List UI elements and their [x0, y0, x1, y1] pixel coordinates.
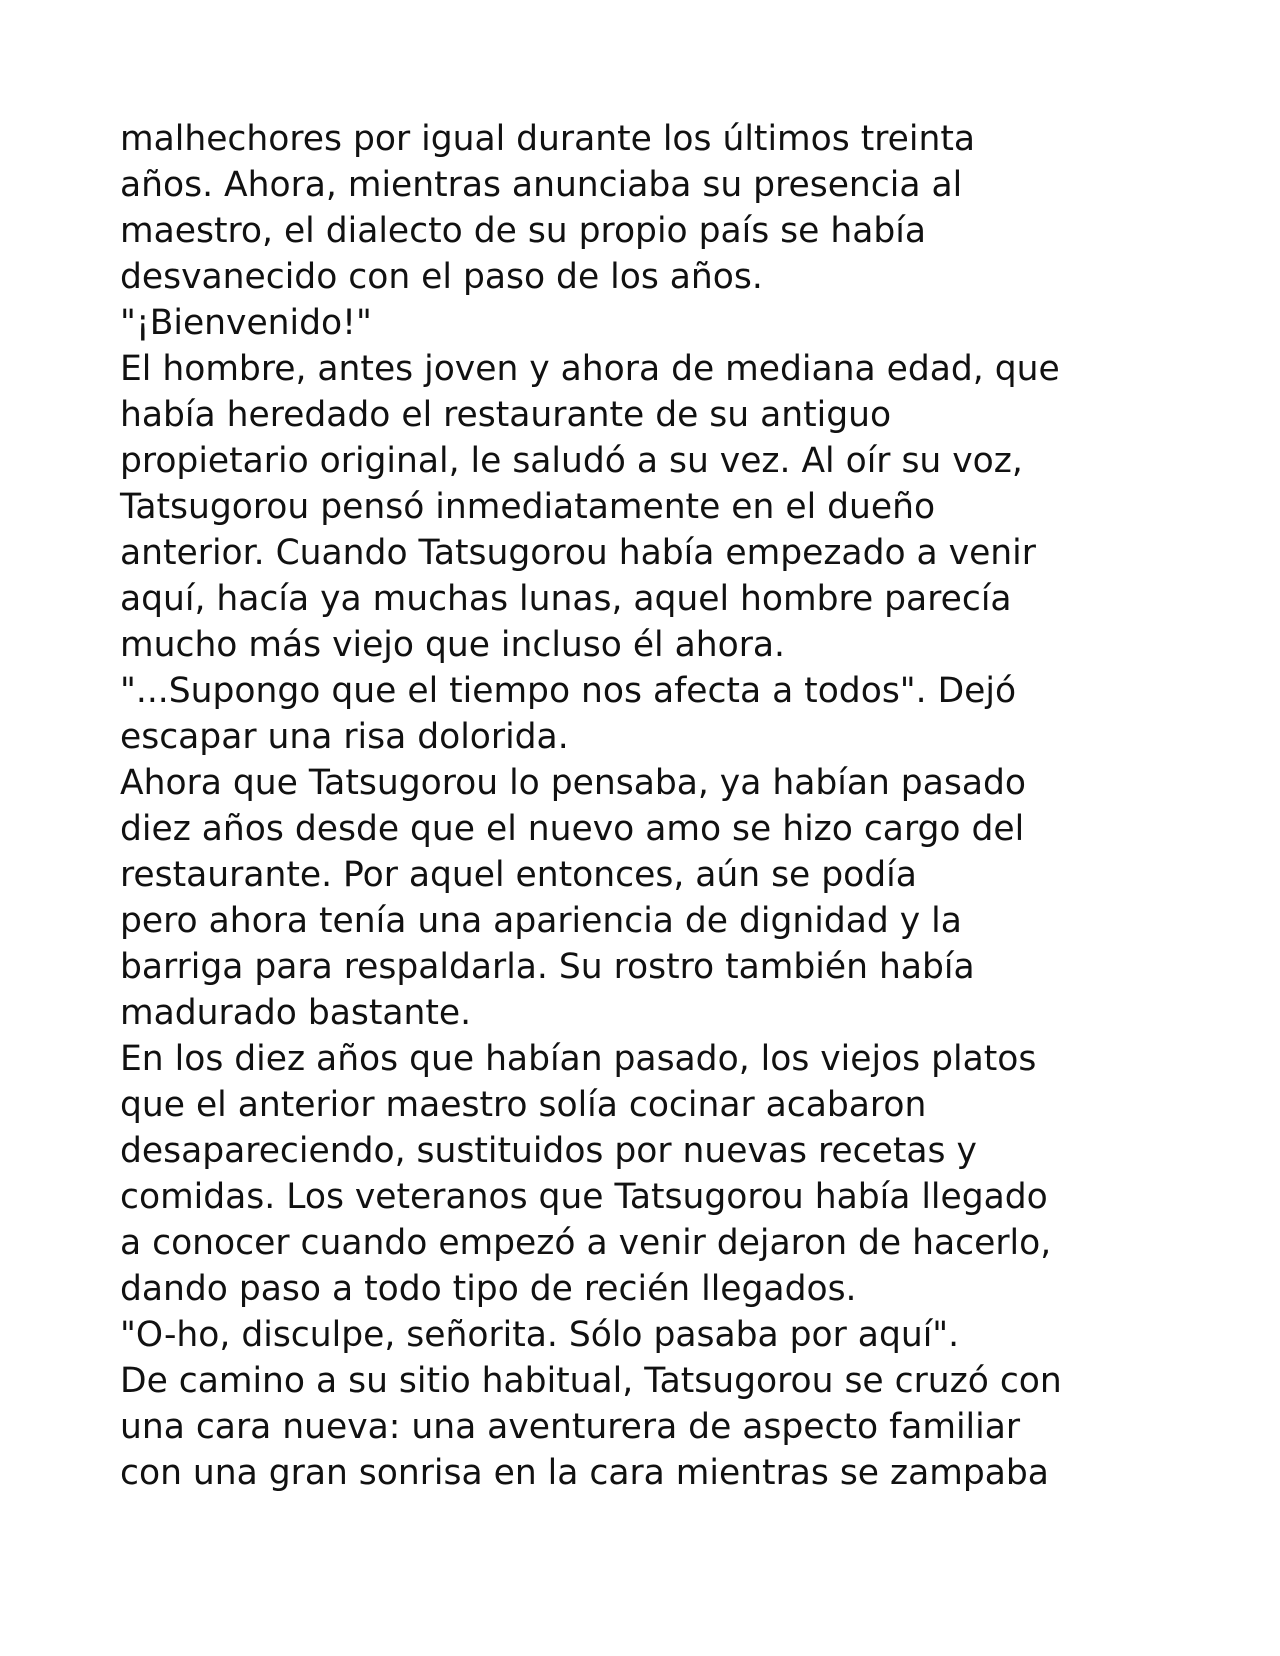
- text-line: dando paso a todo tipo de recién llegados.: [120, 1269, 857, 1309]
- text-line: una cara nueva: una aventurera de aspecto familiar: [120, 1407, 1021, 1447]
- text-line: aquí, hacía ya muchas lunas, aquel hombre parecía: [120, 579, 1012, 619]
- text-line: había heredado el restaurante de su antiguo: [120, 395, 892, 435]
- text-line: diez años desde que el nuevo amo se hizo cargo del: [120, 809, 1025, 849]
- text-line: con una gran sonrisa en la cara mientras se zampaba: [120, 1453, 1049, 1493]
- text-line: a conocer cuando empezó a venir dejaron de hacerlo,: [120, 1223, 1052, 1263]
- text-line: madurado bastante.: [120, 993, 472, 1033]
- text-line: pero ahora tenía una apariencia de dignidad y la: [120, 901, 962, 941]
- text-line: que el anterior maestro solía cocinar acabaron: [120, 1085, 927, 1125]
- text-line: "...Supongo que el tiempo nos afecta a todos". Dejó: [120, 671, 1017, 711]
- text-line: Ahora que Tatsugorou lo pensaba, ya habían pasado: [120, 763, 1026, 803]
- text-line: años. Ahora, mientras anunciaba su presencia al: [120, 165, 963, 205]
- text-line: mucho más viejo que incluso él ahora.: [120, 625, 786, 665]
- text-line: En los diez años que habían pasado, los viejos platos: [120, 1039, 1037, 1079]
- text-line: barriga para respaldarla. Su rostro también había: [120, 947, 975, 987]
- body-text: [120, 116, 1180, 1496]
- text-line: desvanecido con el paso de los años.: [120, 257, 763, 297]
- text-line: De camino a su sitio habitual, Tatsugorou se cruzó con: [120, 1361, 1062, 1401]
- text-line: "O-ho, disculpe, señorita. Sólo pasaba por aquí".: [120, 1315, 960, 1355]
- text-line: desapareciendo, sustituidos por nuevas recetas y: [120, 1131, 977, 1171]
- text-line: comidas. Los veteranos que Tatsugorou había llegado: [120, 1177, 1048, 1217]
- text-line: "¡Bienvenido!": [120, 303, 372, 343]
- text-line: anterior. Cuando Tatsugorou había empezado a venir: [120, 533, 1036, 573]
- text-line: El hombre, antes joven y ahora de mediana edad, que: [120, 349, 1060, 389]
- text-line: escapar una risa dolorida.: [120, 717, 569, 757]
- text-line: malhechores por igual durante los últimos treinta: [120, 119, 975, 159]
- text-line: restaurante. Por aquel entonces, aún se podía: [120, 855, 917, 895]
- text-line: maestro, el dialecto de su propio país se había: [120, 211, 926, 251]
- text-line: Tatsugorou pensó inmediatamente en el dueño: [120, 487, 936, 527]
- text-line: propietario original, le saludó a su vez. Al oír su voz,: [120, 441, 1023, 481]
